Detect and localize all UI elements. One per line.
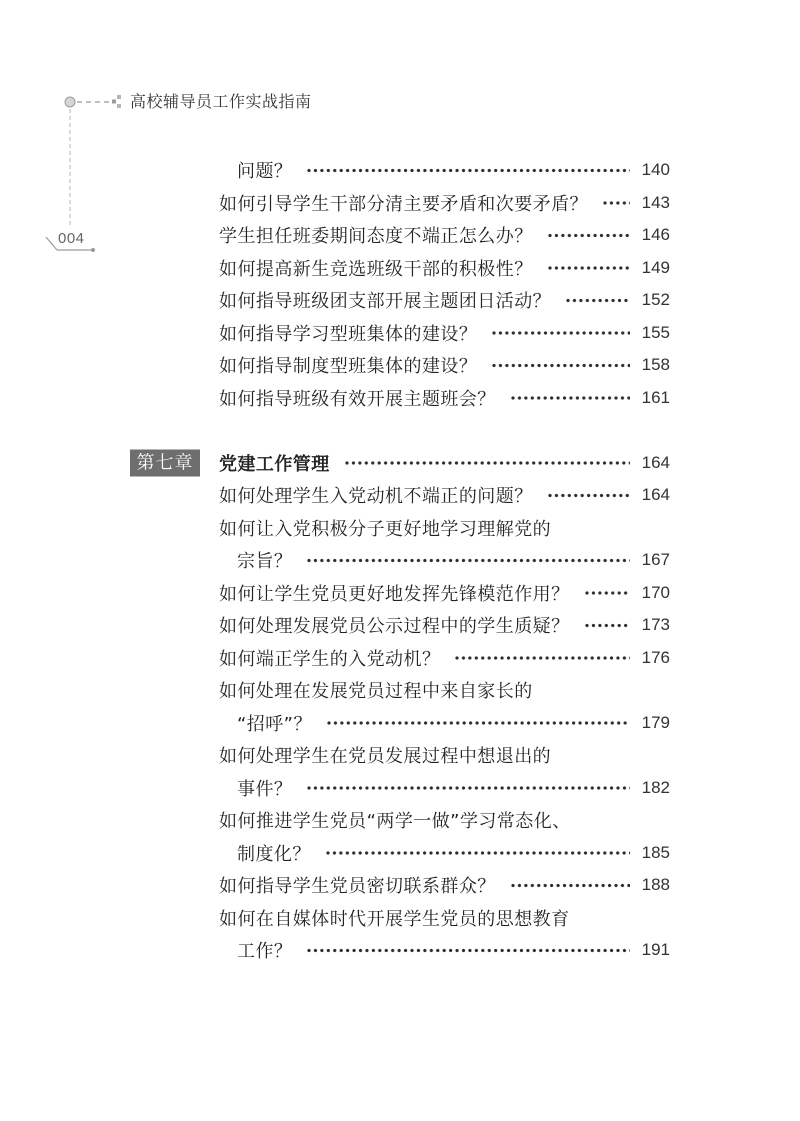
toc-entry-continuation <box>219 707 670 740</box>
dot-leader <box>510 382 630 415</box>
toc-entry-title: 宗旨？ <box>237 551 293 573</box>
toc-entry <box>219 902 670 935</box>
toc-spacer <box>219 414 670 447</box>
toc-entry <box>219 382 670 415</box>
dot-leader <box>325 837 630 870</box>
toc-page-number: 149 <box>641 257 670 277</box>
toc-page-number: 152 <box>641 290 670 310</box>
toc-entry-title: 如何指导班级有效开展主题班会？ <box>219 388 496 410</box>
toc-entry-title: 问题？ <box>237 161 293 183</box>
toc-page-number: 143 <box>641 192 670 212</box>
toc-entry-title: 学生担任班委期间态度不端正怎么办？ <box>219 226 533 248</box>
toc-entry <box>219 804 670 837</box>
toc-entry-title: 如何让入党积极分子更好地学习理解党的 <box>219 518 552 540</box>
toc-entry-title: 如何处理学生在党员发展过程中想退出的 <box>219 746 552 768</box>
toc-entry <box>219 577 670 610</box>
toc-entry-title: 如何处理在发展党员过程中来自家长的 <box>219 681 533 703</box>
running-head-book-title: 高校辅导员工作实战指南 <box>130 92 312 111</box>
toc-entry <box>219 219 670 252</box>
toc-entry <box>219 512 670 545</box>
dot-leader <box>306 934 630 967</box>
toc-entry <box>219 739 670 772</box>
toc-page-number: 158 <box>641 355 670 375</box>
toc-entry-title: 如何处理学生入党动机不端正的问题？ <box>219 486 533 508</box>
toc-page-number: 164 <box>641 485 670 505</box>
toc-page-number: 140 <box>641 160 670 180</box>
toc-entry <box>219 642 670 675</box>
toc-entry-title: 如何指导制度型班集体的建设？ <box>219 356 478 378</box>
toc-page-number: 161 <box>641 387 670 407</box>
dot-leader <box>306 154 630 187</box>
toc-page-number: 173 <box>641 615 670 635</box>
dot-leader <box>547 479 630 512</box>
chapter-label: 第七章 <box>130 449 200 476</box>
toc-entry-title: 如何推进学生党员“两学一做”学习常态化、 <box>219 811 571 833</box>
toc-page-number: 182 <box>641 777 670 797</box>
dot-leader <box>584 577 630 610</box>
toc-entry-title: 如何提高新生竞选班级干部的积极性？ <box>219 258 533 280</box>
dot-leader <box>454 642 630 675</box>
ornament-square <box>117 95 121 99</box>
dot-leader <box>491 349 630 382</box>
toc-entry <box>219 284 670 317</box>
table-of-contents <box>136 154 670 967</box>
toc-entry <box>219 252 670 285</box>
dot-leader <box>602 187 630 220</box>
chapter-heading <box>136 447 670 480</box>
dot-leader <box>306 544 630 577</box>
toc-entry-title: 如何指导班级团支部开展主题团日活动？ <box>219 291 552 313</box>
toc-entry <box>219 609 670 642</box>
toc-entry-title: 如何端正学生的入党动机？ <box>219 648 441 670</box>
dot-leader <box>326 707 630 740</box>
toc-entry-continuation <box>219 837 670 870</box>
toc-entry <box>219 869 670 902</box>
folio-slash-line <box>46 237 57 250</box>
toc-page-number: 188 <box>641 875 670 895</box>
toc-page-number: 146 <box>641 225 670 245</box>
toc-entry-title: 事件？ <box>237 778 293 800</box>
ornament-circle <box>65 97 75 107</box>
chapter-title: 党建工作管理 <box>219 453 330 475</box>
toc-entry-title: 如何处理发展党员公示过程中的学生质疑？ <box>219 616 570 638</box>
toc-page-number: 167 <box>641 550 670 570</box>
dot-leader <box>344 447 630 480</box>
toc-page-number: 164 <box>641 452 670 472</box>
folio-dot <box>91 248 95 252</box>
toc-entry-continuation <box>219 772 670 805</box>
dot-leader <box>306 772 630 805</box>
toc-page-number: 191 <box>641 940 670 960</box>
ornament-square <box>112 100 116 104</box>
toc-entry-title: 制度化？ <box>237 843 311 865</box>
dot-leader <box>547 219 630 252</box>
toc-page-number: 155 <box>641 322 670 342</box>
dot-leader <box>510 869 630 902</box>
toc-entry <box>219 349 670 382</box>
toc-entry <box>219 187 670 220</box>
toc-page-number: 179 <box>641 712 670 732</box>
toc-entry <box>219 479 670 512</box>
toc-entry-title: “招呼”？ <box>237 713 312 735</box>
toc-page-number: 170 <box>641 582 670 602</box>
dot-leader <box>565 284 630 317</box>
dot-leader <box>491 317 630 350</box>
dot-leader <box>584 609 630 642</box>
toc-entry-continuation <box>219 544 670 577</box>
page-number: 004 <box>58 230 85 247</box>
toc-entry-title: 如何引导学生干部分清主要矛盾和次要矛盾？ <box>219 193 588 215</box>
toc-entry-title: 如何在自媒体时代开展学生党员的思想教育 <box>219 908 570 930</box>
toc-entry-continuation <box>219 934 670 967</box>
ornament-square <box>117 104 121 108</box>
toc-page-number: 185 <box>641 842 670 862</box>
toc-entry <box>219 154 670 187</box>
dot-leader <box>547 252 630 285</box>
toc-entry-title: 如何指导学生党员密切联系群众？ <box>219 876 496 898</box>
toc-page-number: 176 <box>641 647 670 667</box>
toc-entry-title: 工作？ <box>237 941 293 963</box>
toc-entry <box>219 317 670 350</box>
toc-entry-title: 如何指导学习型班集体的建设？ <box>219 323 478 345</box>
toc-entry <box>219 674 670 707</box>
toc-entry-title: 如何让学生党员更好地发挥先锋模范作用？ <box>219 583 570 605</box>
